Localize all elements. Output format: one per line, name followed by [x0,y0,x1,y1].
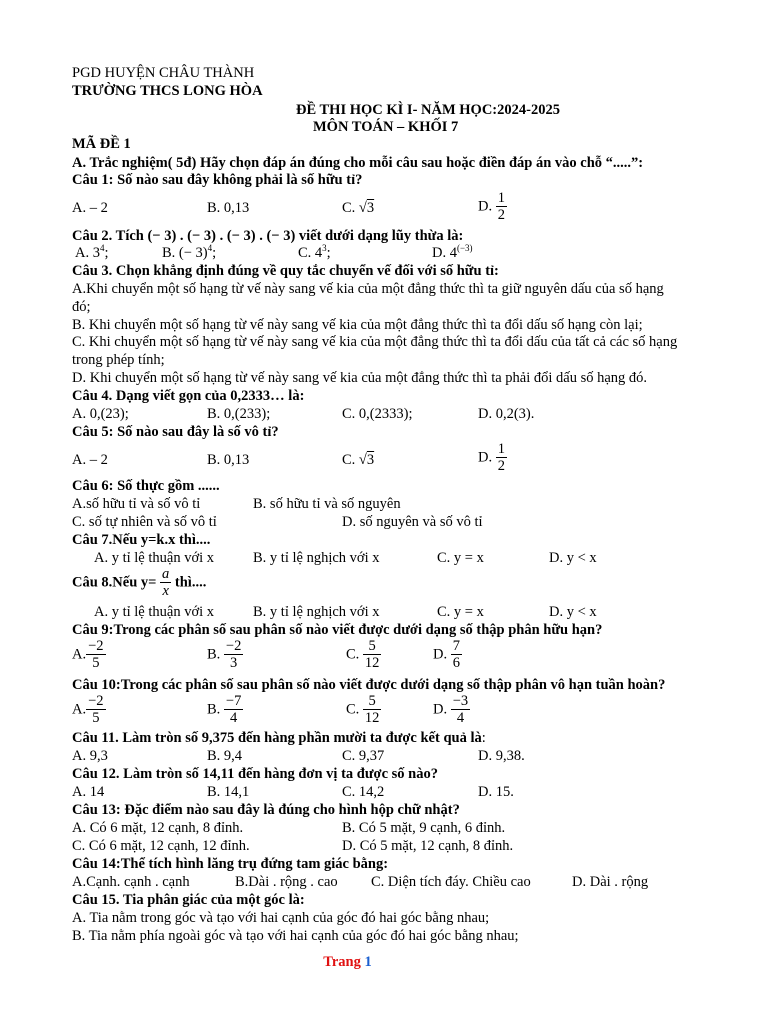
q3-option-b: B. Khi chuyển một số hạng từ vế này sang vế kia của một đẳng thức thì ta đổi dấu số hạng còn lại; [72,317,643,333]
q11-text: Câu 11. Làm tròn số 9,375 đến hàng phần mười ta được kết quả là: [72,730,486,746]
q14-option-c: C. Diện tích đáy. Chiều cao [371,874,531,890]
q12-option-a: A. 14 [72,784,105,800]
q11-option-c: C. 9,37 [342,748,385,764]
q3-option-a-cont: đó; [72,299,91,315]
q6-option-a: A.số hữu tỉ và số vô tỉ [72,496,201,512]
q6-option-c: C. số tự nhiên và số vô tỉ [72,514,217,530]
q8-option-b: B. y tỉ lệ nghịch với x [253,604,380,620]
q5-option-d: D. $\frac{1}{2}$ [478,441,505,474]
q10-option-a: A. $\frac{-2}{5}$ [72,693,104,726]
q6-option-d: D. số nguyên và số vô tỉ [342,514,483,530]
q1-option-b: B. 0,13 [207,200,250,216]
q1-option-d: D. $\frac{1}{2}$ [478,190,505,223]
q13-text: Câu 13: Đặc điểm nào sau đây là đúng cho hình hộp chữ nhật? [72,802,460,818]
q6-option-b: B. số hữu tỉ và số nguyên [253,496,401,512]
q9-text: Câu 9:Trong các phân số sau phân số nào viết được dưới dạng số thập phân hữu hạn? [72,622,603,638]
q6-text: Câu 6: Số thực gồm ...... [72,478,220,494]
q7-option-c: C. y = x [437,550,484,566]
q7-text: Câu 7.Nếu y=k.x thì.... [72,532,211,548]
q3-option-a: A.Khi chuyển một số hạng từ vế này sang vế kia của một đẳng thức thì ta giữ nguyên dấu của số hạng [72,281,664,297]
q4-option-a: A. 0,(23); [72,406,129,422]
q11-option-d: D. 9,38. [478,748,525,764]
q2-option-b: B. (− 3)$^4$; [162,243,217,261]
page-label: Trang [323,954,365,970]
q8-option-d: D. y < x [549,604,597,620]
q10-text: Câu 10:Trong các phân số sau phân số nào viết được dưới dạng số thập phân vô hạn tuần hoàn? [72,677,666,693]
q11-option-b: B. 9,4 [207,748,243,764]
q3-option-d: D. Khi chuyển một số hạng từ vế này sang vế kia của một đẳng thức thì ta phải đổi dấu số hạng đó. [72,370,648,386]
page-footer [0,953,695,971]
page-number: 1 [364,954,372,970]
q10-option-c: C. $\frac{5}{12}$ [346,693,380,726]
q5-option-b: B. 0,13 [207,452,250,468]
q1-option-c: C. √3 [342,200,375,216]
exam-subject: MÔN TOÁN – KHỐI 7 [313,119,459,135]
q14-option-a: A.Cạnh. cạnh . cạnh [72,874,190,890]
q1-text: Câu 1: Số nào sau đây không phải là số hữu tỉ? [72,172,363,188]
q15-text: Câu 15. Tia phân giác của một góc là: [72,892,305,908]
q13-option-c: C. Có 6 mặt, 12 cạnh, 12 đỉnh. [72,838,250,854]
q7-option-b: B. y tỉ lệ nghịch với x [253,550,380,566]
q10-option-d: D. $\frac{-3}{4}$ [433,693,469,726]
exam-code: MÃ ĐỀ 1 [72,136,131,152]
q12-option-b: B. 14,1 [207,784,250,800]
q14-option-b: B.Dài . rộng . cao [235,874,338,890]
school-name: TRƯỜNG THCS LONG HÒA [72,83,263,99]
dept-name: PGD HUYỆN CHÂU THÀNH [72,65,255,81]
q2-option-d: D. $4^{(-3)}$ [432,243,473,261]
q15-option-b: B. Tia nằm phía ngoài góc và tạo với hai cạnh của góc đó hai góc bằng nhau; [72,928,519,944]
q12-option-c: C. 14,2 [342,784,385,800]
q3-option-c-cont: trong phép tính; [72,352,165,368]
q15-option-a: A. Tia nằm trong góc và tạo với hai cạnh của góc đó hai góc bằng nhau; [72,910,490,926]
q8-option-a: A. y tỉ lệ thuận với x [94,604,215,620]
q10-option-b: B. $\frac{-7}{4}$ [207,693,242,726]
section-a-heading: A. Trắc nghiệm( 5đ) Hãy chọn đáp án đúng cho mỗi câu sau hoặc điền đáp án vào chỗ “.....”: [72,155,644,171]
q9-option-c: C. $\frac{5}{12}$ [346,638,380,671]
q14-text: Câu 14:Thể tích hình lăng trụ đứng tam giác bằng: [72,856,389,872]
q13-option-a: A. Có 6 mặt, 12 cạnh, 8 đỉnh. [72,820,244,836]
q14-option-d: D. Dài . rộng [572,874,649,890]
q5-option-a: A. – 2 [72,452,108,468]
q4-text: Câu 4. Dạng viết gọn của 0,2333… là: [72,388,305,404]
q8-option-c: C. y = x [437,604,484,620]
q12-option-d: D. 15. [478,784,514,800]
exam-title: ĐỀ THI HỌC KÌ I- NĂM HỌC:2024-2025 [296,102,560,118]
q9-option-b: B. $\frac{-2}{3}$ [207,638,242,671]
q2-option-a: A. $3^4$; [75,243,109,261]
q9-option-a: A. $\frac{-2}{5}$ [72,638,104,671]
q5-option-c: C. √3 [342,452,375,468]
q4-option-d: D. 0,2(3). [478,406,535,422]
q13-option-b: B. Có 5 mặt, 9 cạnh, 6 đỉnh. [342,820,506,836]
q11-option-a: A. 9,3 [72,748,108,764]
q8-text: Câu 8.Nếu y= $\frac{a}{x}$ thì.... [72,566,207,599]
q13-option-d: D. Có 5 mặt, 12 cạnh, 8 đỉnh. [342,838,514,854]
q9-option-d: D. $\frac{7}{6}$ [433,638,460,671]
q3-text: Câu 3. Chọn khẳng định đúng về quy tắc chuyển vế đối với số hữu tỉ: [72,263,499,279]
q4-option-b: B. 0,(233); [207,406,271,422]
q12-text: Câu 12. Làm tròn số 14,11 đến hàng đơn vị ta được số nào? [72,766,438,782]
q1-option-a: A. – 2 [72,200,108,216]
q2-text: Câu 2. Tích (− 3) . (− 3) . (− 3) . (− 3) viết dưới dạng lũy thừa là: [72,228,464,244]
q3-option-c: C. Khi chuyển một số hạng từ vế này sang vế kia của một đẳng thức thì ta đổi dấu của tất cả các số hạng [72,334,678,350]
q4-option-c: C. 0,(2333); [342,406,413,422]
q5-text: Câu 5: Số nào sau đây là số vô tỉ? [72,424,279,440]
q7-option-d: D. y < x [549,550,597,566]
q2-option-c: C. $4^3$; [298,243,331,261]
q7-option-a: A. y tỉ lệ thuận với x [94,550,215,566]
